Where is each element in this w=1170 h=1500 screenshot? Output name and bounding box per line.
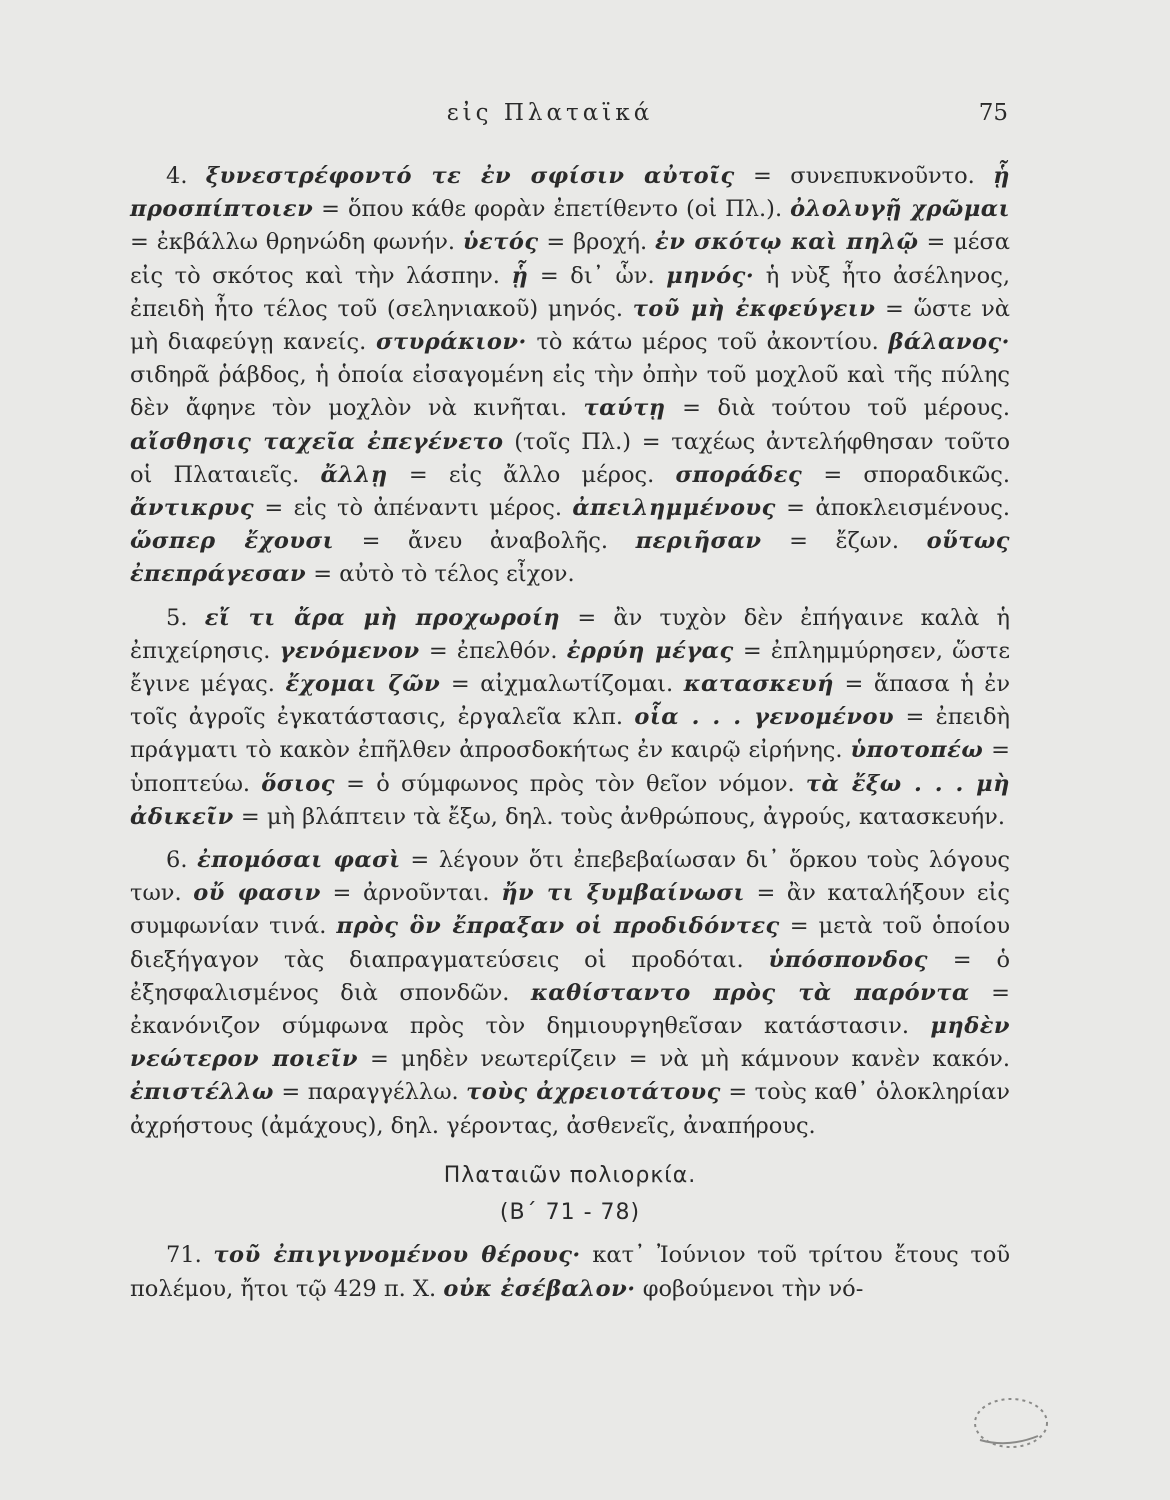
lemma-term: οὐκ ἐσέβαλον· — [443, 1275, 636, 1302]
lemma-term: περιῆσαν — [635, 528, 762, 555]
lemma-term: ἀπειλημμένους — [572, 495, 776, 522]
lemma-term: τοῦ ἐπιγιγνομένου θέρους· — [213, 1242, 581, 1269]
lemma-term: βάλανος· — [888, 329, 1010, 356]
lemma-term: ὥσπερ ἔχουσι — [130, 528, 334, 555]
paragraph-5: 5. εἴ τι ἄρα μὴ προχωροίη = ἂν τυχὸν δὲν ἐπήγαινε καλὰ ἡ ἐπιχείρησις. γενόμενον = ἐπελθόν. ἐρρύη μέγας = ἐπλημμύρησεν, ὥστε ἔγινε μέγας. ἔχομαι ζῶν = αἰχμαλωτίζομαι. κατασκευή = ἅπασα ἡ ἐν τοῖς ἀγροῖς ἐγκατάστασις, ἐργαλεῖα κλπ. οἷα . . . γενομένου = ἐπειδὴ πράγματι τὸ κακὸν ἐπῆλθεν ἀπροσδοκήτως ἐν καιρῷ εἰρήνης. ὑποτοπέω = ὑποπτεύω. ὅσιος = ὁ σύμφωνος πρὸς τὸν θεῖον νόμον. τὰ ἔξω . . . μὴ ἀδικεῖν = μὴ βλάπτειν τὰ ἔξω, δηλ. τοὺς ἀνθρώπους, ἀγρούς, κατασκευήν. — [130, 604, 1011, 830]
lemma-term: ἤν τι ξυμβαίνωσι — [501, 880, 745, 907]
lemma-term: ὅσιος — [261, 770, 335, 797]
lemma-term: ὑετός — [462, 229, 539, 256]
lemma-term: γενόμενον — [279, 637, 420, 664]
library-stamp-icon — [968, 1390, 1054, 1456]
lemma-term: κατασκευή — [683, 671, 834, 698]
lemma-term: ἐν σκότῳ καὶ πηλῷ — [655, 229, 919, 256]
page-body — [130, 160, 1010, 1306]
paragraph-4: 4. ξυνεστρέφοντό τε ἐν σφίσιν αὐτοῖς = συνεπυκνοῦντο. ᾗ προσπίπτοιεν = ὅπου κάθε φορὰν ἐπετίθεντο (οἱ Πλ.). ὀλολυγῇ χρῶμαι = ἐκβάλλω θρηνώδη φωνήν. ὑετός = βροχή. ἐν σκότῳ καὶ πηλῷ = μέσα εἰς τὸ σκότος καὶ τὴν λάσπην. ᾗ = δι᾿ ὧν. μηνός· ἡ νὺξ ἦτο ἀσέληνος, ἐπειδὴ ἦτο τέλος τοῦ (σεληνιακοῦ) μηνός. τοῦ μὴ ἐκφεύγειν = ὥστε νὰ μὴ διαφεύγῃ κανείς. στυράκιον· τὸ κάτω μέρος τοῦ ἀκοντίου. βάλανος· σιδηρᾶ ῥάβδος, ἡ ὁποία εἰσαγομένη εἰς τὴν ὀπὴν τοῦ μοχλοῦ καὶ τῆς πύλης δὲν ἄφηνε τὸν μοχλὸν νὰ κινῆται. ταύτῃ = διὰ τούτου τοῦ μέρους. αἴσθησις ταχεῖα ἐπεγένετο (τοῖς Πλ.) = ταχέως ἀντελήφθησαν τοῦτο οἱ Πλαταιεῖς. ἄλλῃ = εἰς ἄλλο μέρος. σποράδες = σποραδικῶς. ἄντικρυς = εἰς τὸ ἀπέναντι μέρος. ἀπειλημμένους = ἀποκλεισμένους. ὥσπερ ἔχουσι = ἄνευ ἀναβολῆς. περιῆσαν = ἔζων. οὕτως ἐπεπράγεσαν = αὐτὸ τὸ τέλος εἶχον. — [130, 163, 1011, 588]
lemma-term: ἐπομόσαι φασὶ — [197, 847, 401, 874]
lemma-term: μηνός· — [666, 262, 755, 289]
lemma-term: ἄντικρυς — [130, 495, 255, 522]
section-reference: (Β΄ 71 - 78) — [499, 1200, 641, 1226]
lemma-term: εἴ τι ἄρα μὴ προχωροίη — [204, 604, 561, 631]
lemma-term: ὑποτοπέω — [850, 737, 984, 764]
lemma-term: ἐπιστέλλω — [130, 1079, 274, 1106]
lemma-term: αἴσθησις ταχεῖα ἐπεγένετο — [130, 428, 504, 455]
lemma-term: ταύτῃ — [583, 395, 666, 422]
lemma-term: καθίσταντο πρὸς τὰ παρόντα — [530, 979, 970, 1006]
lemma-term: ὀλολυγῇ χρῶμαι — [790, 196, 1010, 223]
lemma-term: οὔ φασιν — [193, 880, 321, 907]
lemma-term: οἷα . . . γενομένου — [634, 704, 895, 731]
lemma-term: τοὺς ἀχρειοτάτους — [466, 1079, 721, 1106]
lemma-term: ἄλλῃ — [320, 461, 388, 488]
lemma-term: τοῦ μὴ ἐκφεύγειν — [632, 295, 876, 322]
lemma-term: ὑπόσπονδος — [768, 946, 928, 973]
lemma-term: ξυνεστρέφοντό τε ἐν σφίσιν αὐτοῖς — [205, 163, 735, 189]
lemma-term: μηδὲν νεώτερον ποιεῖν — [130, 1013, 1010, 1073]
lemma-term: ἔχομαι ζῶν — [285, 671, 441, 698]
lemma-term: ᾗ προσπίπτοιεν — [130, 163, 1011, 223]
section-title: Πλαταιῶν πολιορκία. — [443, 1162, 697, 1188]
lemma-term: τὰ ἔξω . . . μὴ ἀδικεῖν — [130, 770, 1011, 830]
lemma-term: πρὸς ὃν ἔπραξαν οἱ προδιδόντες — [336, 913, 780, 940]
lemma-term: ἐρρύη μέγας — [566, 637, 734, 664]
lemma-term: σποράδες — [675, 461, 803, 488]
lemma-term: οὕτως ἐπεπράγεσαν — [130, 528, 1010, 588]
paragraph-71: 71. τοῦ ἐπιγιγνομένου θέρους· κατ᾿ Ἰούνιον τοῦ τρίτου ἔτους τοῦ πολέμου, ἤτοι τῷ 429 π. Χ. οὐκ ἐσέβαλον· φοβούμενοι τὴν νό- — [130, 1242, 1010, 1302]
lemma-term: στυράκιον· — [375, 329, 527, 356]
page-number: 75 — [978, 100, 1008, 126]
paragraph-6: 6. ἐπομόσαι φασὶ = λέγουν ὅτι ἐπεβεβαίωσαν δι᾿ ὅρκου τοὺς λόγους των. οὔ φασιν = ἀρνοῦνται. ἤν τι ξυμβαίνωσι = ἂν καταλήξουν εἰς συμφωνίαν τινά. πρὸς ὃν ἔπραξαν οἱ προδιδόντες = μετὰ τοῦ ὁποίου διεξήγαγον τὰς διαπραγματεύσεις οἱ προδόται. ὑπόσπονδος = ὁ ἐξησφαλισμένος διὰ σπονδῶν. καθίσταντο πρὸς τὰ παρόντα = ἐκανόνιζον σύμφωνα πρὸς τὸν δημιουργηθεῖσαν κατάστασιν. μηδὲν νεώτερον ποιεῖν = μηδὲν νεωτερίζειν = νὰ μὴ κάμνουν κανὲν κακόν. ἐπιστέλλω = παραγγέλλω. τοὺς ἀχρειοτάτους = τοὺς καθ᾿ ὁλοκληρίαν ἀχρήστους (ἀμάχους), δηλ. γέροντας, ἀσθενεῖς, ἀναπήρους. — [130, 847, 1011, 1139]
lemma-term: ᾗ — [511, 262, 529, 289]
running-title: εἰς Πλαταϊκά — [446, 100, 654, 126]
page-header — [0, 100, 1170, 140]
